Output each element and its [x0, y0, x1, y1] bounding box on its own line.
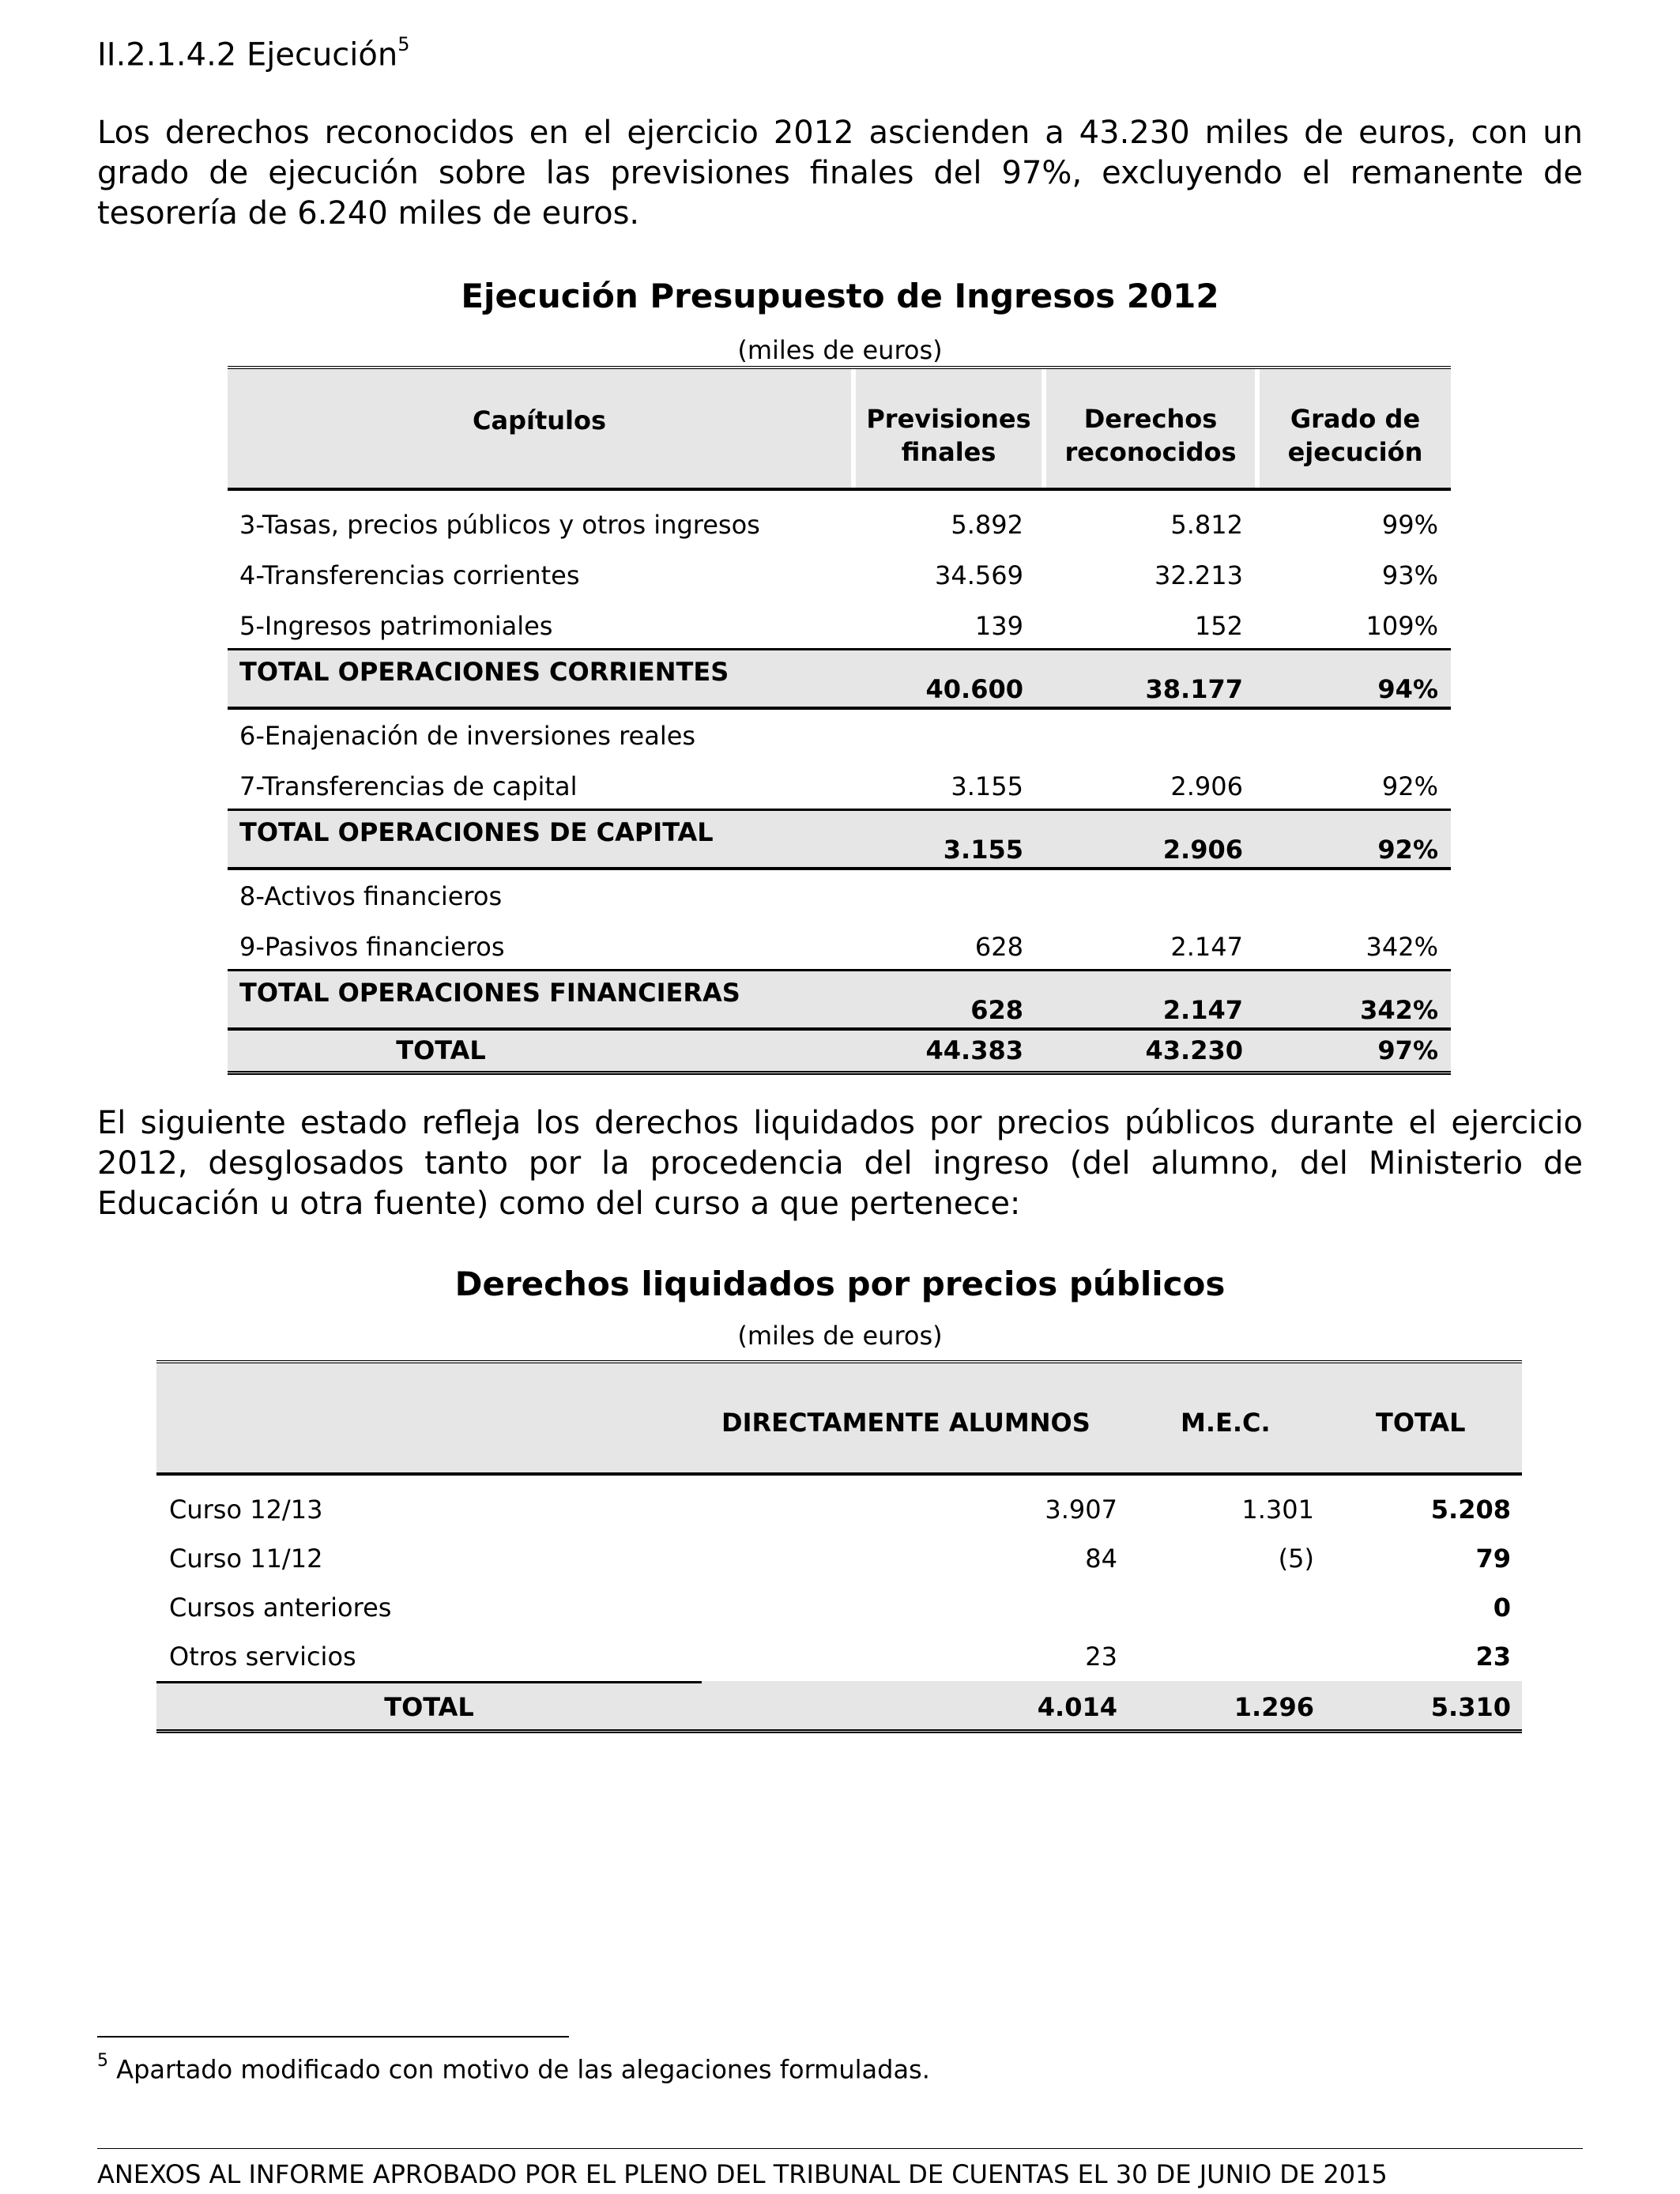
table-row [228, 549, 1451, 600]
table-row [228, 921, 1451, 971]
row-grado: 92% [1377, 835, 1438, 865]
table-row [156, 1534, 1522, 1583]
row-previsiones: 3.155 [943, 835, 1023, 865]
row-total: 5.310 [1430, 1692, 1511, 1722]
row-label: Curso 12/13 [169, 1495, 323, 1525]
header-directamente: DIRECTAMENTE ALUMNOS [721, 1408, 1090, 1438]
row-total: 0 [1493, 1593, 1511, 1623]
row-derechos: 2.147 [1162, 995, 1243, 1025]
row-grado: 97% [1377, 1035, 1438, 1065]
row-directamente: 4.014 [1037, 1692, 1117, 1722]
grand-total-row [228, 1031, 1451, 1075]
row-label: TOTAL OPERACIONES CORRIENTES [239, 657, 729, 687]
table-row [156, 1632, 1522, 1681]
section-heading-text: II.2.1.4.2 Ejecución [97, 36, 398, 74]
subtotal-row [228, 971, 1451, 1031]
row-grado: 94% [1377, 674, 1438, 704]
second-paragraph: El siguiente estado refleja los derechos liquidados por precios públicos durante el ejercicio 2012, desglosados tanto por la procedencia del ingreso (del alumno, del Ministerio de Educación u otra fuente) como del curso a que pertenece: [97, 1105, 1583, 1222]
subtotal-row [228, 811, 1451, 870]
header-total: TOTAL [1376, 1408, 1466, 1438]
table2-title: Derechos liquidados por precios públicos [454, 1265, 1226, 1303]
row-mec: (5) [1278, 1544, 1314, 1574]
header-grado [1260, 402, 1451, 469]
row-derechos: 32.213 [1155, 560, 1243, 590]
row-previsiones: 5.892 [951, 510, 1023, 540]
row-grado: 109% [1365, 611, 1438, 641]
row-mec: 1.301 [1241, 1495, 1314, 1525]
row-grado: 342% [1365, 932, 1438, 962]
row-derechos: 43.230 [1145, 1035, 1243, 1065]
row-previsiones: 139 [974, 611, 1023, 641]
table-row [156, 1485, 1522, 1534]
footnote-ref: 5 [397, 33, 410, 55]
row-derechos: 2.906 [1162, 835, 1243, 865]
footnote [97, 2051, 930, 2085]
header-derechos-line1: Derechos [1083, 404, 1218, 434]
footnote-text: Apartado modificado con motivo de las alegaciones formuladas. [108, 2054, 930, 2085]
row-label: TOTAL [384, 1692, 474, 1722]
table1-title: Ejecución Presupuesto de Ingresos 2012 [461, 277, 1219, 315]
row-grado: 342% [1360, 995, 1438, 1025]
table1-subtitle: (miles de euros) [737, 335, 943, 365]
row-derechos: 2.147 [1170, 932, 1243, 962]
subtotal-row [228, 650, 1451, 710]
header-previsiones [856, 402, 1042, 469]
budget-execution-table [228, 366, 1451, 1075]
row-previsiones: 628 [970, 995, 1023, 1025]
table2-subtitle: (miles de euros) [737, 1321, 943, 1351]
footer-divider [97, 2148, 1583, 2149]
total-top-rule [156, 1681, 702, 1683]
table1-body [228, 491, 1451, 1075]
footnote-number: 5 [97, 2051, 108, 2071]
row-total: 23 [1475, 1642, 1511, 1672]
intro-paragraph: Los derechos reconocidos en el ejercicio 2012 ascienden a 43.230 miles de euros, con un grado de ejecución sobre las previsiones finales del 97%, excluyendo el remanente de tesorería de 6.240 miles de euros. [97, 115, 1583, 232]
row-directamente: 23 [1085, 1642, 1117, 1672]
table-row [156, 1583, 1522, 1632]
row-label: 4-Transferencias corrientes [239, 560, 580, 590]
table-row [228, 710, 1451, 760]
row-total: 79 [1475, 1544, 1511, 1574]
row-previsiones: 628 [974, 932, 1023, 962]
row-label: 8-Activos financieros [239, 881, 503, 911]
table-row [228, 760, 1451, 811]
header-grado-line1: Grado de [1290, 404, 1421, 434]
row-label: Cursos anteriores [169, 1593, 392, 1623]
row-derechos: 38.177 [1145, 674, 1243, 704]
row-grado: 92% [1381, 771, 1438, 801]
row-label: TOTAL OPERACIONES FINANCIERAS [239, 978, 740, 1008]
row-grado: 93% [1381, 560, 1438, 590]
row-previsiones: 44.383 [925, 1035, 1023, 1065]
footnote-divider [97, 2036, 569, 2038]
row-derechos: 5.812 [1170, 510, 1243, 540]
row-directamente: 3.907 [1045, 1495, 1117, 1525]
header-previsiones-line1: Previsiones [866, 404, 1031, 434]
row-label: 6-Enajenación de inversiones reales [239, 721, 696, 751]
table1-header [228, 366, 1451, 491]
row-mec: 1.296 [1234, 1692, 1314, 1722]
row-label: Curso 11/12 [169, 1544, 323, 1574]
row-grado: 99% [1381, 510, 1438, 540]
row-label: TOTAL OPERACIONES DE CAPITAL [239, 817, 714, 847]
header-derechos [1046, 402, 1255, 469]
row-derechos: 152 [1194, 611, 1243, 641]
row-label: TOTAL [396, 1035, 486, 1065]
header-capitulos: Capítulos [472, 405, 607, 435]
table2-header [156, 1360, 1522, 1476]
public-prices-table [156, 1360, 1522, 1733]
header-derechos-line2: reconocidos [1064, 437, 1237, 467]
section-heading [97, 27, 410, 75]
row-label: Otros servicios [169, 1642, 356, 1672]
row-label: 5-Ingresos patrimoniales [239, 611, 553, 641]
row-directamente: 84 [1085, 1544, 1117, 1574]
row-label: 9-Pasivos financieros [239, 932, 505, 962]
row-label: 7-Transferencias de capital [239, 771, 578, 801]
table-row [228, 499, 1451, 549]
page-footer: ANEXOS AL INFORME APROBADO POR EL PLENO DEL TRIBUNAL DE CUENTAS EL 30 DE JUNIO DE 2015 [97, 2159, 1388, 2189]
row-previsiones: 40.600 [925, 674, 1023, 704]
header-grado-line2: ejecución [1287, 437, 1423, 467]
grand-total-row [156, 1681, 1522, 1733]
header-mec: M.E.C. [1181, 1408, 1271, 1438]
row-previsiones: 3.155 [951, 771, 1023, 801]
table-row [228, 600, 1451, 650]
table-row [228, 870, 1451, 921]
row-total: 5.208 [1430, 1495, 1511, 1525]
row-previsiones: 34.569 [935, 560, 1023, 590]
row-derechos: 2.906 [1170, 771, 1243, 801]
row-label: 3-Tasas, precios públicos y otros ingresos [239, 510, 760, 540]
header-previsiones-line2: finales [901, 437, 996, 467]
